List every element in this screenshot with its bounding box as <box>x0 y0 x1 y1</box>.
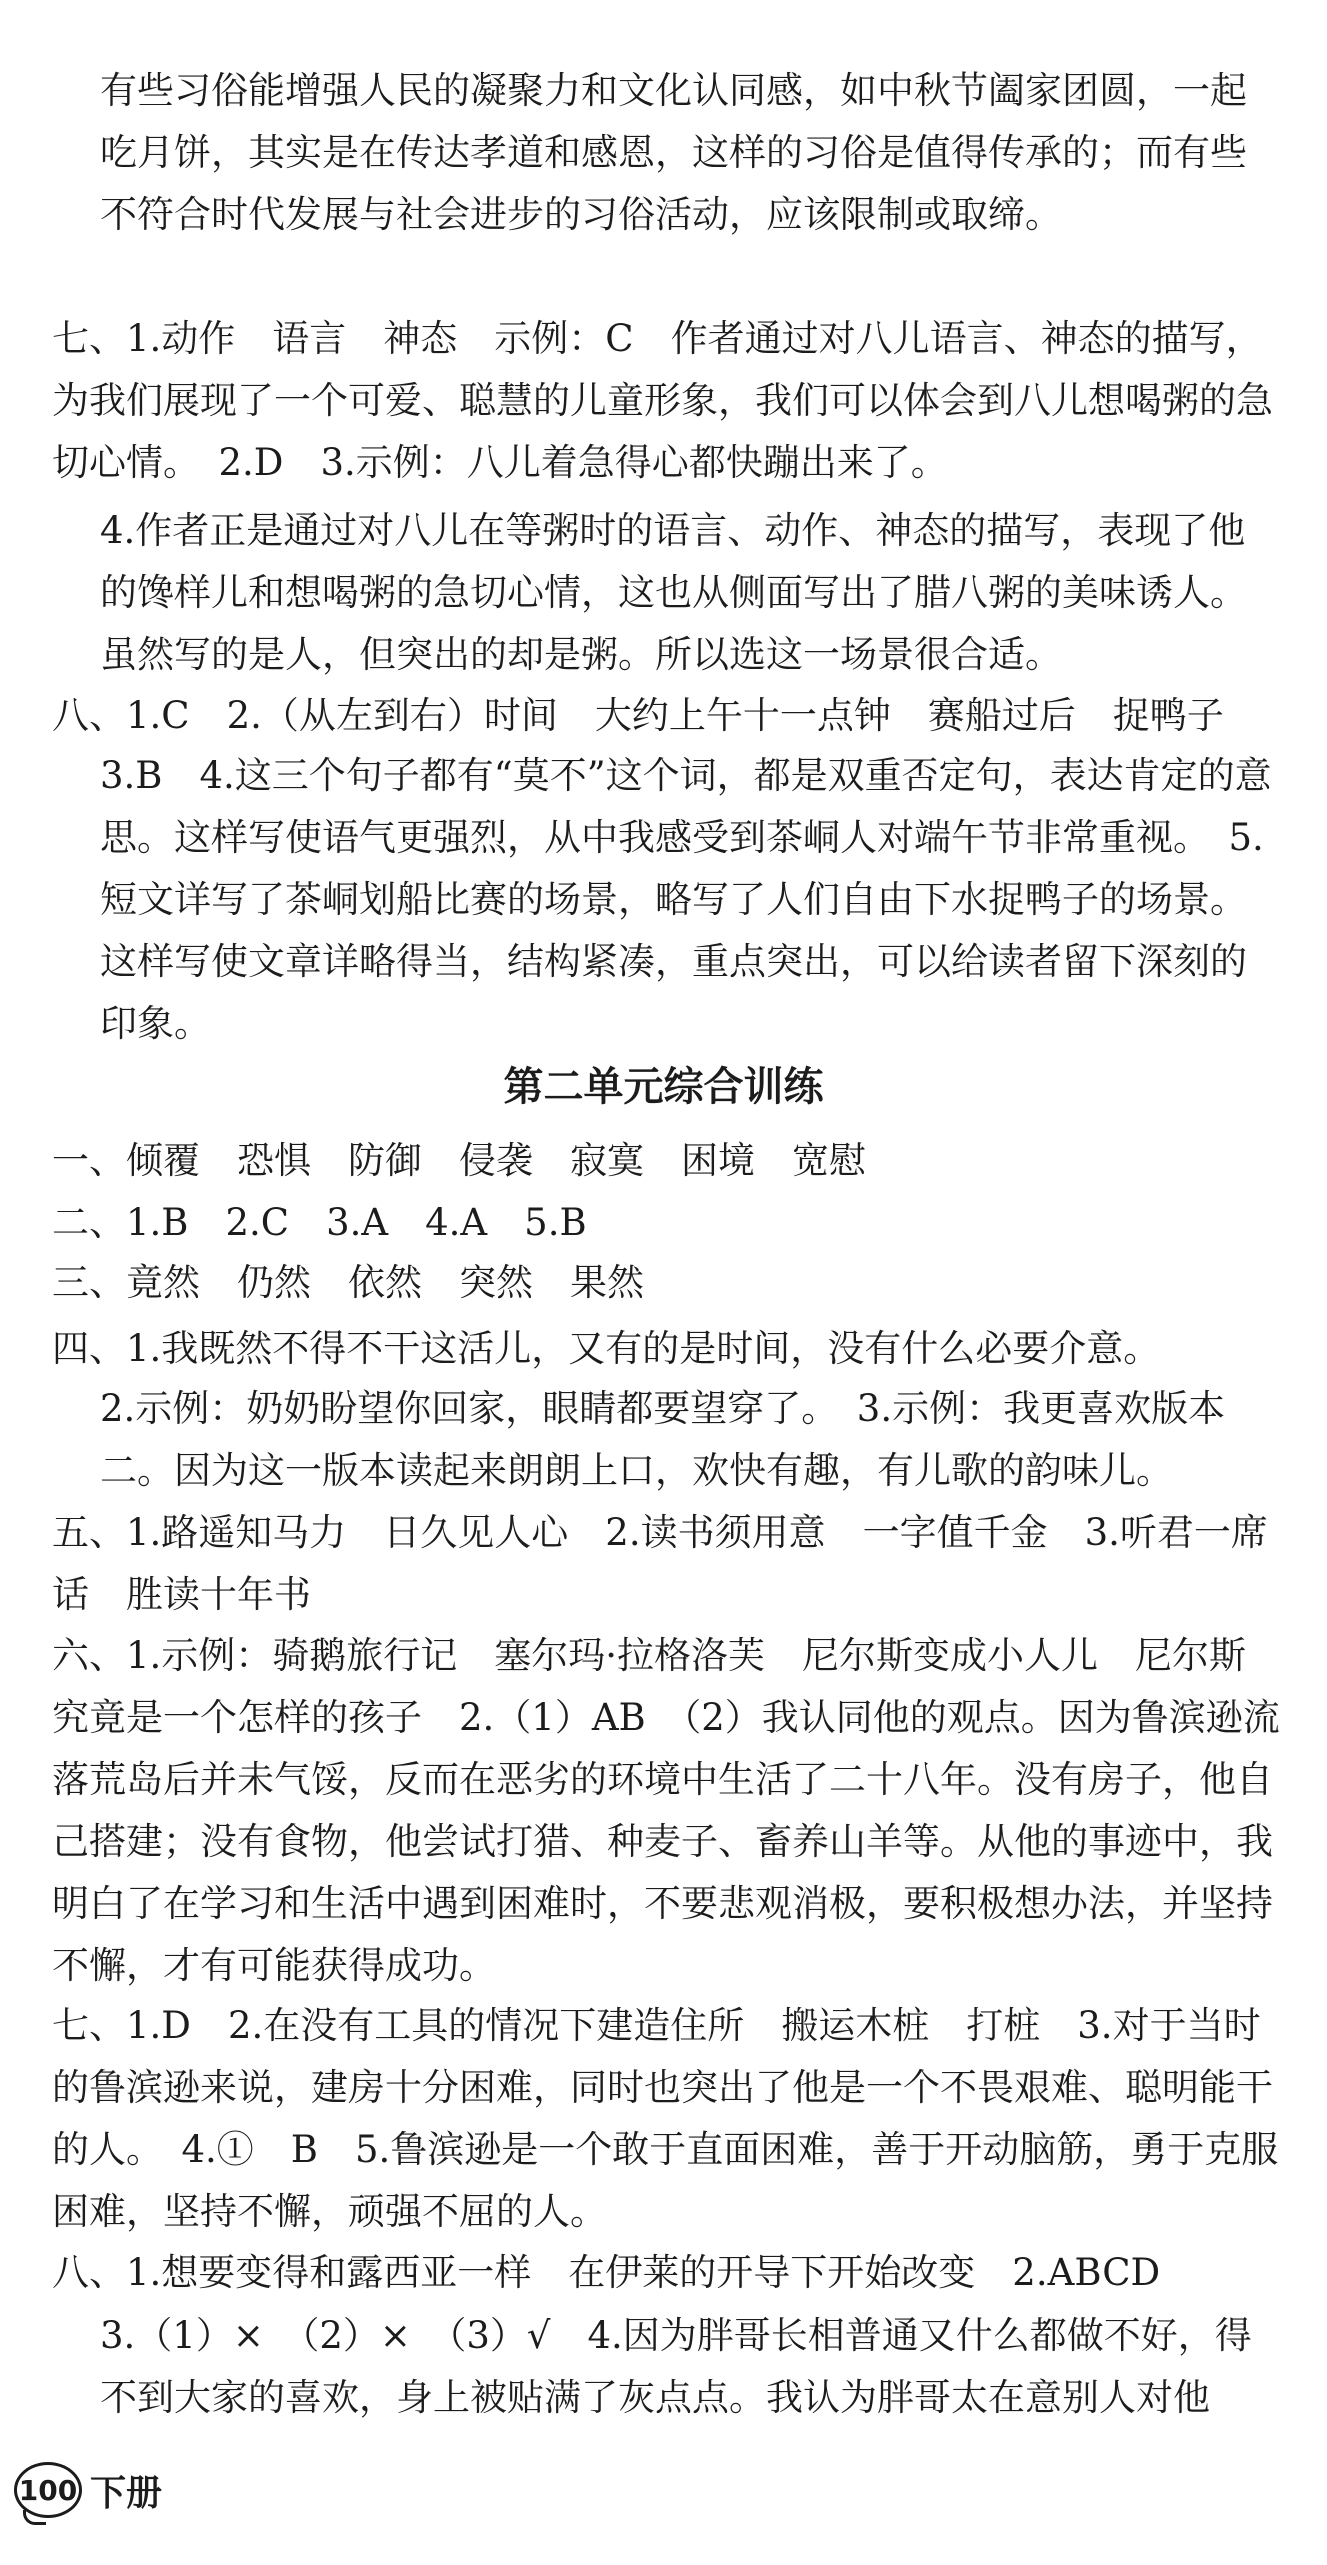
unit2-section-eight-q3-q4: 3.（1）× （2）× （3）√ 4.因为胖哥长相普通又什么都做不好，得不到大家的喜欢，身上被贴满了灰点点。我认为胖哥太在意别人对他 <box>100 2314 1252 2419</box>
section-eight-q1-q2: 八、1.C 2.（从左到右）时间 大约上午十一点钟 赛船过后 捉鸭子 <box>52 694 1224 737</box>
unit2-section-seven: 七、1.D 2.在没有工具的情况下建造住所 搬运木桩 打桩 3.对于当时的鲁滨逊来说，建房十分困难，同时也突出了他是一个不畏艰难、聪明能干的人。 4.① B 5.鲁滨逊是一个敢于直面困难，善于开动脑筋，勇于克服困难，坚持不懈，顽强不屈的人。 <box>52 2004 1279 2233</box>
unit2-section-four-q2-q3: 2.示例：奶奶盼望你回家，眼睛都要望穿了。 3.示例：我更喜欢版本二。因为这一版本读起来朗朗上口，欢快有趣，有儿歌的韵味儿。 <box>100 1387 1226 1492</box>
page-number-badge: 100 <box>14 2462 82 2518</box>
unit2-section-two: 二、1.B 2.C 3.A 4.A 5.B <box>52 1201 587 1244</box>
para-customs-conclusion: 有些习俗能增强人民的凝聚力和文化认同感，如中秋节阖家团圆，一起吃月饼，其实是在传达孝道和感恩，这样的习俗是值得传承的；而有些不符合时代发展与社会进步的习俗活动，应该限制或取缔。 <box>100 69 1247 236</box>
section-eight-q3-q5: 3.B 4.这三个句子都有“莫不”这个词，都是双重否定句，表达肯定的意思。这样写使语气更强烈，从中我感受到茶峒人对端午节非常重视。 5.短文详写了茶峒划船比赛的场景，略写了人们自由下水捉鸭子的场景。这样写使文章详略得当，结构紧凑，重点突出，可以给读者留下深刻的印象。 <box>100 754 1272 1045</box>
unit2-section-four-q1: 四、1.我既然不得不干这活儿，又有的是时间，没有什么必要介意。 <box>52 1327 1161 1370</box>
section-seven-q4: 4.作者正是通过对八儿在等粥时的语言、动作、神态的描写，表现了他的馋样儿和想喝粥的急切心情，这也从侧面写出了腊八粥的美味诱人。虽然写的是人，但突出的却是粥。所以选这一场景很合适。 <box>100 509 1247 676</box>
unit2-section-eight-q1-q2: 八、1.想要变得和露西亚一样 在伊莱的开导下开始改变 2.ABCD <box>52 2251 1161 2294</box>
unit2-section-three: 三、竟然 仍然 依然 突然 果然 <box>52 1261 644 1304</box>
page-footer <box>14 2455 162 2525</box>
unit2-section-six: 六、1.示例：骑鹅旅行记 塞尔玛·拉格洛芙 尼尔斯变成小人儿 尼尔斯究竟是一个怎样的孩子 2.（1）AB （2）我认同他的观点。因为鲁滨逊流落荒岛后并未气馁，反而在恶劣的环境中生活了二十八年。没有房子，他自己搭建；没有食物，他尝试打猎、种麦子、畜养山羊等。从他的事迹中，我明白了在学习和生活中遇到困难时，不要悲观消极，要积极想办法，并坚持不懈，才有可能获得成功。 <box>52 1634 1280 1987</box>
unit2-section-five: 五、1.路遥知马力 日久见人心 2.读书须用意 一字值千金 3.听君一席话 胜读十年书 <box>52 1511 1268 1616</box>
unit2-section-one: 一、倾覆 恐惧 防御 侵袭 寂寞 困境 宽慰 <box>52 1139 866 1182</box>
volume-label: 下册 <box>90 2472 163 2514</box>
section-seven-answers: 七、1.动作 语言 神态 示例：C 作者通过对八儿语言、神态的描写，为我们展现了一个可爱、聪慧的儿童形象，我们可以体会到八儿想喝粥的急切心情。 2.D 3.示例：八儿着急得心都快蹦出来了。 <box>52 317 1273 484</box>
unit-two-title: 第二单元综合训练 <box>503 1064 824 1110</box>
